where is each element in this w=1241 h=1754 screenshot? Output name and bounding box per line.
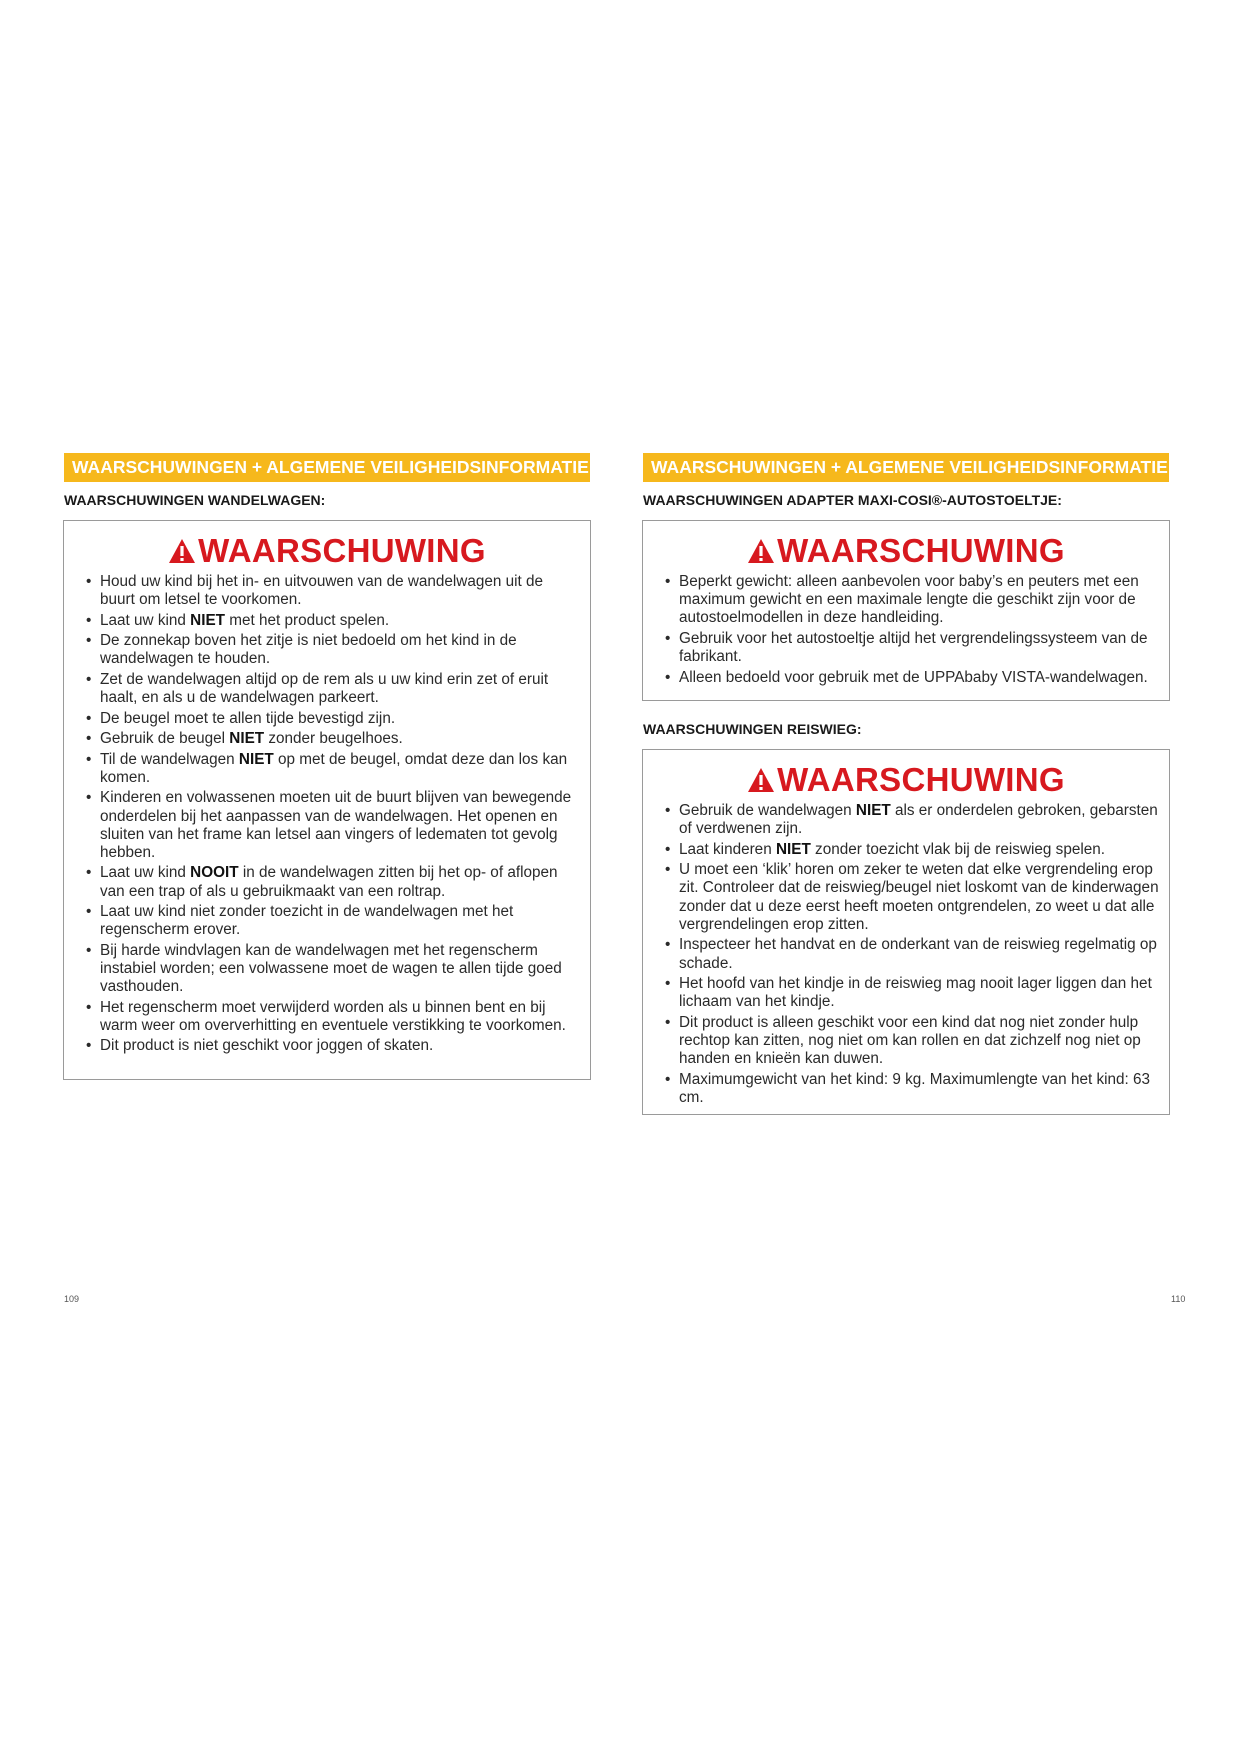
- item-text: als er onderdelen gebroken, gebarsten of verdwenen zijn.: [679, 802, 1158, 838]
- warning-title-text: WAARSCHUWING: [198, 532, 486, 569]
- warning-triangle-icon: [747, 767, 775, 793]
- emphasis-text: NIET: [190, 611, 225, 629]
- warning-item: [86, 730, 580, 748]
- item-text: Alleen bedoeld voor gebruik met de UPPAbaby VISTA-wandelwagen.: [679, 668, 1148, 686]
- warning-item: [86, 903, 580, 939]
- warning-item: [86, 671, 580, 707]
- item-text: Houd uw kind bij het in- en uitvouwen van de wandelwagen uit de buurt om letsel te voorkomen.: [100, 573, 544, 609]
- left-page: [0, 0, 620, 1754]
- page-number: 109: [64, 1294, 80, 1304]
- item-text: in de wandelwagen zitten bij het op- of aflopen van een trap of als u gebruikmaakt van een roltrap.: [100, 864, 558, 900]
- section-heading: WAARSCHUWINGEN WANDELWAGEN:: [64, 492, 326, 508]
- item-text: Gebruik voor het autostoeltje altijd het vergrendelingssysteem van de fabrikant.: [679, 629, 1148, 666]
- item-text: Het regenscherm moet verwijderd worden als u binnen bent en bij warm weer om oververhitting en eventuele verstikking te voorkomen.: [100, 998, 566, 1034]
- right-page: [620, 0, 1240, 1754]
- warning-item: [86, 789, 580, 862]
- item-text: Gebruik de wandelwagen: [679, 802, 856, 819]
- item-text: Til de wandelwagen: [100, 750, 239, 768]
- warning-item: [665, 975, 1159, 1011]
- warning-item: [86, 751, 580, 787]
- item-text: Gebruik de beugel: [100, 730, 230, 748]
- item-text: Dit product is niet geschikt voor joggen of skaten.: [100, 1037, 434, 1055]
- item-text: U moet een ‘klik’ horen om zeker te weten dat elke vergrendeling erop zit. Controleer dat de reiswieg/beugel niet loskomt van de kinderwagen zonder dat u deze eerst heeft moeten ontgrendelen, zo weet u dat alle vergrendelingen erop zitten.: [679, 861, 1159, 933]
- emphasis-text: NIET: [775, 840, 811, 858]
- item-text: Laat uw kind: [100, 864, 191, 882]
- warning-title: [643, 531, 1169, 571]
- warning-item: [86, 710, 580, 728]
- item-text: Laat kinderen: [679, 840, 776, 858]
- warning-title: [643, 760, 1169, 800]
- warning-item: [665, 936, 1159, 972]
- section-heading: WAARSCHUWINGEN REISWIEG:: [643, 721, 862, 737]
- item-text: De beugel moet te allen tijde bevestigd zijn.: [100, 709, 396, 727]
- warning-item: [665, 802, 1159, 838]
- warning-triangle-icon: [168, 538, 196, 564]
- section-heading: WAARSCHUWINGEN ADAPTER MAXI-COSI®-AUTOSTOELTJE:: [643, 492, 1062, 508]
- item-text: op met de beugel, omdat deze dan los kan komen.: [100, 750, 568, 786]
- section-banner: WAARSCHUWINGEN + ALGEMENE VEILIGHEIDSINFORMATIE: [643, 453, 1169, 482]
- warning-item: [86, 632, 580, 668]
- warning-item: [665, 630, 1159, 666]
- warning-title: [64, 531, 590, 571]
- warning-item: [665, 1071, 1159, 1107]
- item-text: zonder toezicht vlak bij de reiswieg spelen.: [810, 840, 1105, 858]
- warning-title-text: WAARSCHUWING: [777, 532, 1065, 569]
- warning-item: [86, 573, 580, 609]
- warning-item: [665, 1014, 1159, 1069]
- emphasis-text: NIET: [229, 730, 265, 748]
- warning-box: [642, 520, 1170, 701]
- item-text: Dit product is alleen geschikt voor een kind dat nog niet zonder hulp rechtop kan zitten, nog niet om kan rollen en dat zichzelf nog niet op handen en knieën kan duwen.: [679, 1013, 1141, 1068]
- item-text: De zonnekap boven het zitje is niet bedoeld om het kind in de wandelwagen te houden.: [100, 632, 517, 668]
- warning-item: [86, 942, 580, 997]
- warning-item: [86, 1037, 580, 1055]
- warning-triangle-icon: [747, 538, 775, 564]
- warning-box: [642, 749, 1170, 1115]
- warning-title-text: WAARSCHUWING: [777, 761, 1065, 798]
- emphasis-text: NOOIT: [190, 864, 239, 882]
- section-banner: WAARSCHUWINGEN + ALGEMENE VEILIGHEIDSINFORMATIE: [64, 453, 590, 482]
- item-text: zonder beugelhoes.: [264, 730, 403, 748]
- item-text: Kinderen en volwassenen moeten uit de buurt blijven van bewegende onderdelen bij het aanpassen van de wandelwagen. Het openen en sluiten van het frame kan letsel aan vingers of ledematen tot gevolg hebben.: [100, 789, 572, 861]
- emphasis-text: NIET: [855, 802, 891, 819]
- warning-item: [86, 612, 580, 630]
- warning-box: [63, 520, 591, 1080]
- item-text: Inspecteer het handvat en de onderkant van de reiswieg regelmatig op schade.: [679, 936, 1157, 972]
- emphasis-text: NIET: [238, 750, 274, 768]
- warning-item: [86, 864, 580, 900]
- warning-item: [86, 999, 580, 1035]
- warning-item: [665, 861, 1159, 934]
- item-text: Bij harde windvlagen kan de wandelwagen met het regenscherm instabiel worden; een volwassene moet de wagen te allen tijde goed vasthouden.: [100, 941, 562, 996]
- warning-item: [665, 573, 1159, 628]
- item-text: Maximumgewicht van het kind: 9 kg. Maximumlengte van het kind: 63 cm.: [679, 1070, 1151, 1106]
- item-text: Laat uw kind: [100, 611, 191, 629]
- warning-list: [643, 802, 1169, 1107]
- page-number: 110: [1171, 1294, 1186, 1304]
- item-text: Beperkt gewicht: alleen aanbevolen voor baby’s en peuters met een maximum gewicht en een maximale lengte die geschikt zijn voor de autostoelmodellen in deze handleiding.: [679, 573, 1139, 627]
- item-text: Het hoofd van het kindje in de reiswieg mag nooit lager liggen dan het lichaam van het kindje.: [679, 975, 1152, 1011]
- item-text: Zet de wandelwagen altijd op de rem als u uw kind erin zet of eruit haalt, en als u de wandelwagen parkeert.: [100, 670, 549, 707]
- item-text: Laat uw kind niet zonder toezicht in de wandelwagen met het regenscherm erover.: [100, 903, 514, 939]
- warning-item: [665, 669, 1159, 687]
- warning-list: [64, 573, 590, 1056]
- warning-list: [643, 573, 1169, 687]
- item-text: met het product spelen.: [224, 611, 390, 629]
- warning-item: [665, 841, 1159, 859]
